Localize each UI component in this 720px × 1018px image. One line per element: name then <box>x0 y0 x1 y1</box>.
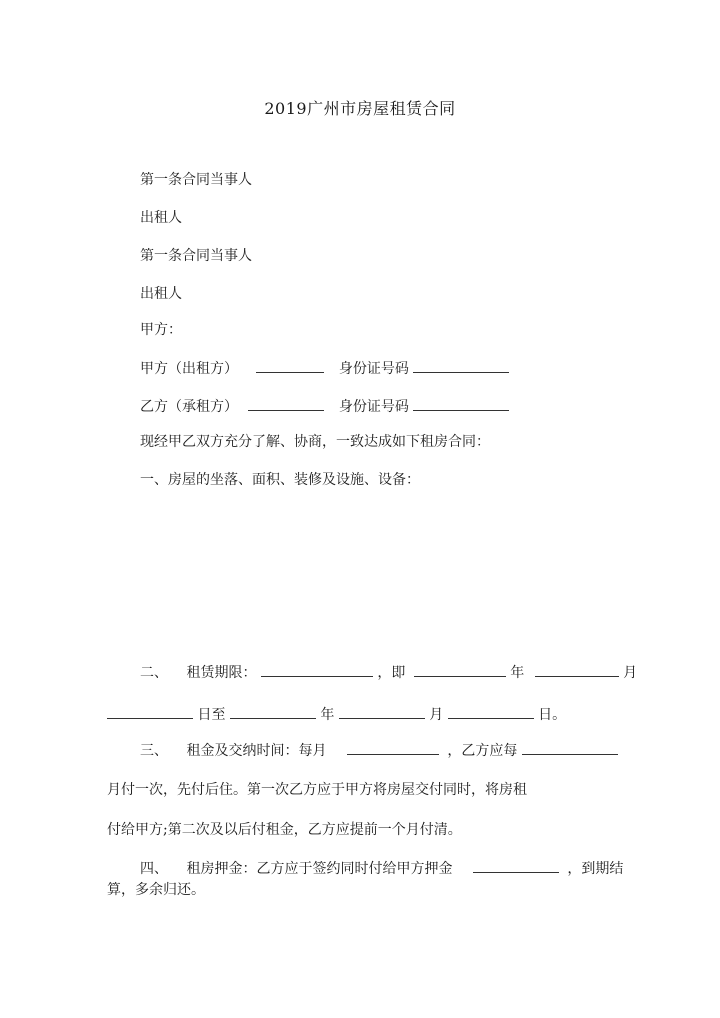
page-title: 2019广州市房屋租赁合同 <box>264 99 456 118</box>
section3-row <box>140 740 618 761</box>
section2-row-2 <box>107 704 566 725</box>
lessor-label-a: 出租人 <box>140 210 182 226</box>
section1-text: 一、房屋的坐落、面积、装修及设施、设备： <box>140 472 420 488</box>
month-label: 月 <box>429 707 444 723</box>
section2-ji: ，即 <box>377 665 406 681</box>
party-b-lessee-label: 乙方（承租方） <box>140 399 238 415</box>
section4-row <box>140 858 623 879</box>
party-b-row <box>140 396 509 417</box>
preamble-text: 现经甲乙双方充分了解、协商，一致达成如下租房合同： <box>140 434 490 450</box>
id-label-b: 身份证号码 <box>338 399 409 415</box>
section4-number: 四、 <box>140 861 168 877</box>
section3-label: 租金及交纳时间：每月 <box>186 743 327 759</box>
party-a-row <box>140 358 509 379</box>
day-end-label: 日。 <box>538 707 567 723</box>
party-a-name-blank[interactable] <box>256 358 324 373</box>
monthly-rent-blank[interactable] <box>347 740 439 755</box>
section3-line2: 月付一次，先付后住。第一次乙方应于甲方将房屋交付同时，将房租 <box>107 782 527 798</box>
id-label-a: 身份证号码 <box>338 361 409 377</box>
clause1-heading-a: 第一条合同当事人 <box>140 172 252 188</box>
section4-label: 租房押金：乙方应于签约同时付给甲方押金 <box>186 861 453 877</box>
section4-tail: ，到期结 <box>567 861 624 877</box>
party-a-id-blank[interactable] <box>413 358 509 373</box>
start-day-blank[interactable] <box>107 704 193 719</box>
end-day-blank[interactable] <box>448 704 534 719</box>
section2-label: 租赁期限： <box>186 665 257 681</box>
deposit-blank[interactable] <box>473 858 559 873</box>
payment-period-blank[interactable] <box>522 740 618 755</box>
party-a-lessor-label: 甲方（出租方） <box>140 361 238 377</box>
month-label: 月 <box>623 665 638 681</box>
start-year-blank[interactable] <box>414 662 506 677</box>
lessor-label-b: 出租人 <box>140 286 182 302</box>
section3-b: ，乙方应每 <box>447 743 518 759</box>
party-b-name-blank[interactable] <box>248 396 324 411</box>
end-year-blank[interactable] <box>230 704 316 719</box>
section2-number: 二、 <box>140 665 168 681</box>
section2-row <box>140 662 637 683</box>
start-month-blank[interactable] <box>535 662 619 677</box>
year-label: 年 <box>320 707 335 723</box>
clause1-heading-b: 第一条合同当事人 <box>140 248 252 264</box>
end-month-blank[interactable] <box>339 704 425 719</box>
section4-line2: 算，多余归还。 <box>107 882 205 898</box>
year-label: 年 <box>510 665 525 681</box>
section3-line3: 付给甲方;第二次及以后付租金，乙方应提前一个月付清。 <box>107 822 462 838</box>
day-to-label: 日至 <box>197 707 226 723</box>
party-b-id-blank[interactable] <box>413 396 509 411</box>
term-duration-blank[interactable] <box>261 662 373 677</box>
section3-number: 三、 <box>140 743 168 759</box>
party-a-label: 甲方： <box>140 322 182 338</box>
